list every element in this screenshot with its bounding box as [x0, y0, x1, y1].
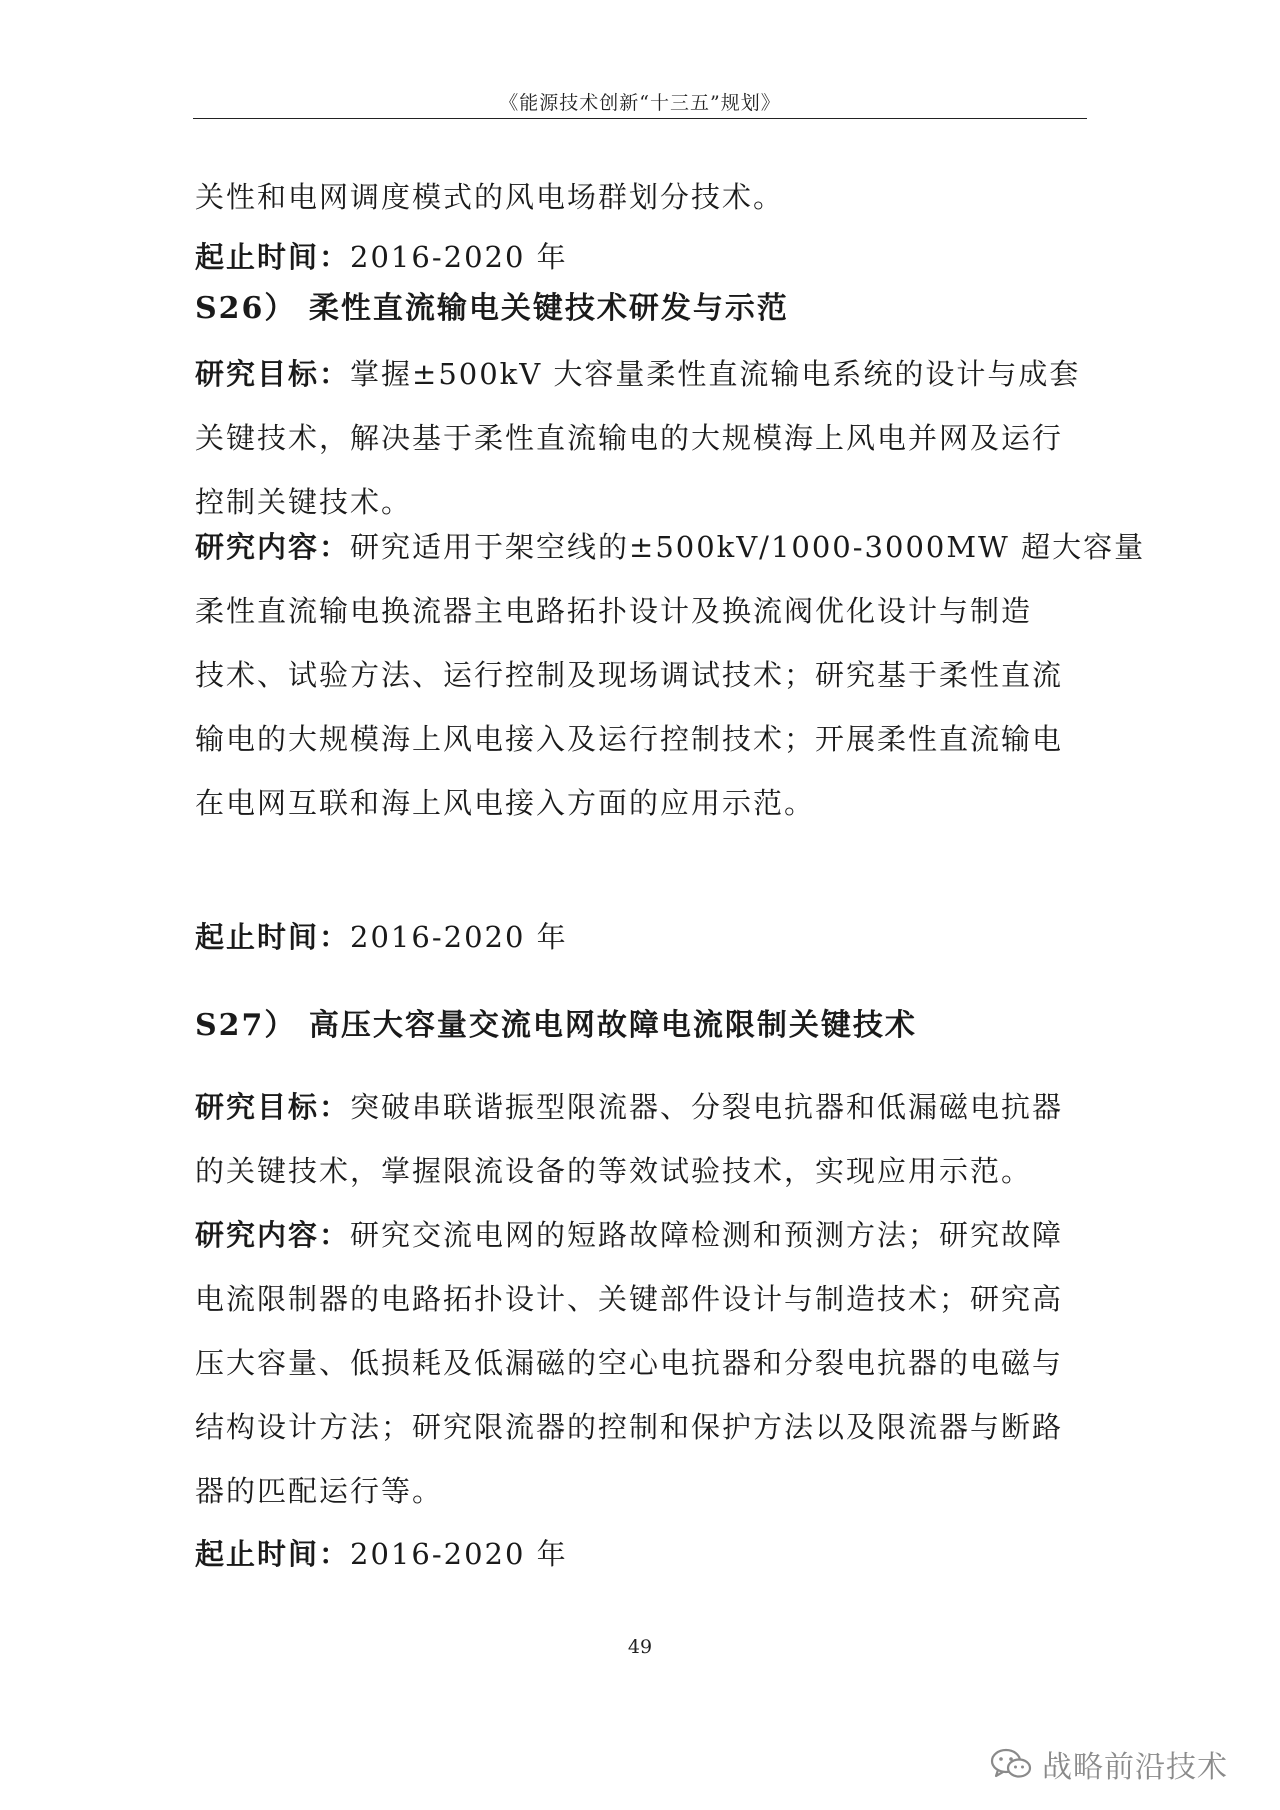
- text-line: 研究适用于架空线的±500kV/1000-3000MW 超大容量: [350, 530, 1146, 564]
- page-header: 《能源技术创新“十三五”规划》: [499, 92, 781, 114]
- text-line: 电流限制器的电路拓扑设计、关键部件设计与制造技术；研究高: [195, 1282, 1064, 1316]
- research-content-s26: [195, 515, 1146, 835]
- research-goal-s27: [195, 1075, 1087, 1203]
- content-label: 研究内容：: [195, 1218, 351, 1252]
- text-line: 结构设计方法；研究限流器的控制和保护方法以及限流器与断路: [195, 1410, 1064, 1444]
- goal-label: 研究目标：: [195, 357, 351, 391]
- text-line: 关键技术，解决基于柔性直流输电的大规模海上风电并网及运行: [195, 421, 1064, 455]
- period-label: 起止时间：: [195, 920, 351, 954]
- content-label: 研究内容：: [195, 530, 351, 564]
- period-row: [195, 905, 1087, 969]
- period-label: 起止时间：: [195, 1537, 351, 1571]
- period-label: 起止时间：: [195, 240, 351, 274]
- text-line: 掌握±500kV 大容量柔性直流输电系统的设计与成套: [350, 357, 1081, 391]
- text-line: 的关键技术，掌握限流设备的等效试验技术，实现应用示范。: [195, 1154, 1033, 1188]
- page-number: 49: [627, 1636, 653, 1658]
- period-row: [195, 225, 1087, 289]
- text-line: 控制关键技术。: [195, 485, 413, 519]
- text-line: 柔性直流输电换流器主电路拓扑设计及换流阀优化设计与制造: [195, 594, 1033, 628]
- header-rule: [193, 118, 1087, 119]
- research-goal-s26: [195, 342, 1087, 534]
- text-line: 器的匹配运行等。: [195, 1474, 444, 1508]
- section-title-s26: S26） 柔性直流输电关键技术研发与示范: [195, 291, 789, 326]
- research-content-s27: [195, 1203, 1087, 1523]
- text-line: 研究交流电网的短路故障检测和预测方法；研究故障: [350, 1218, 1064, 1252]
- text-line: 在电网互联和海上风电接入方面的应用示范。: [195, 786, 816, 820]
- period-value: 2016-2020 年: [350, 920, 568, 954]
- text-line: 技术、试验方法、运行控制及现场调试技术；研究基于柔性直流: [195, 658, 1064, 692]
- period-value: 2016-2020 年: [350, 1537, 568, 1571]
- text-line: 压大容量、低损耗及低漏磁的空心电抗器和分裂电抗器的电磁与: [195, 1346, 1064, 1380]
- section-title-s27: S27） 高压大容量交流电网故障电流限制关键技术: [195, 1008, 917, 1043]
- period-value: 2016-2020 年: [350, 240, 568, 274]
- period-row: [195, 1522, 1087, 1586]
- text-line: 突破串联谐振型限流器、分裂电抗器和低漏磁电抗器: [350, 1090, 1064, 1124]
- continuation-paragraph: [195, 165, 1087, 229]
- watermark: [990, 1742, 1228, 1786]
- wechat-icon: [990, 1747, 1032, 1781]
- text-line: 输电的大规模海上风电接入及运行控制技术；开展柔性直流输电: [195, 722, 1064, 756]
- text-line: 关性和电网调度模式的风电场群划分技术。: [195, 180, 785, 214]
- watermark-text: 战略前沿技术: [1042, 1750, 1228, 1785]
- goal-label: 研究目标：: [195, 1090, 351, 1124]
